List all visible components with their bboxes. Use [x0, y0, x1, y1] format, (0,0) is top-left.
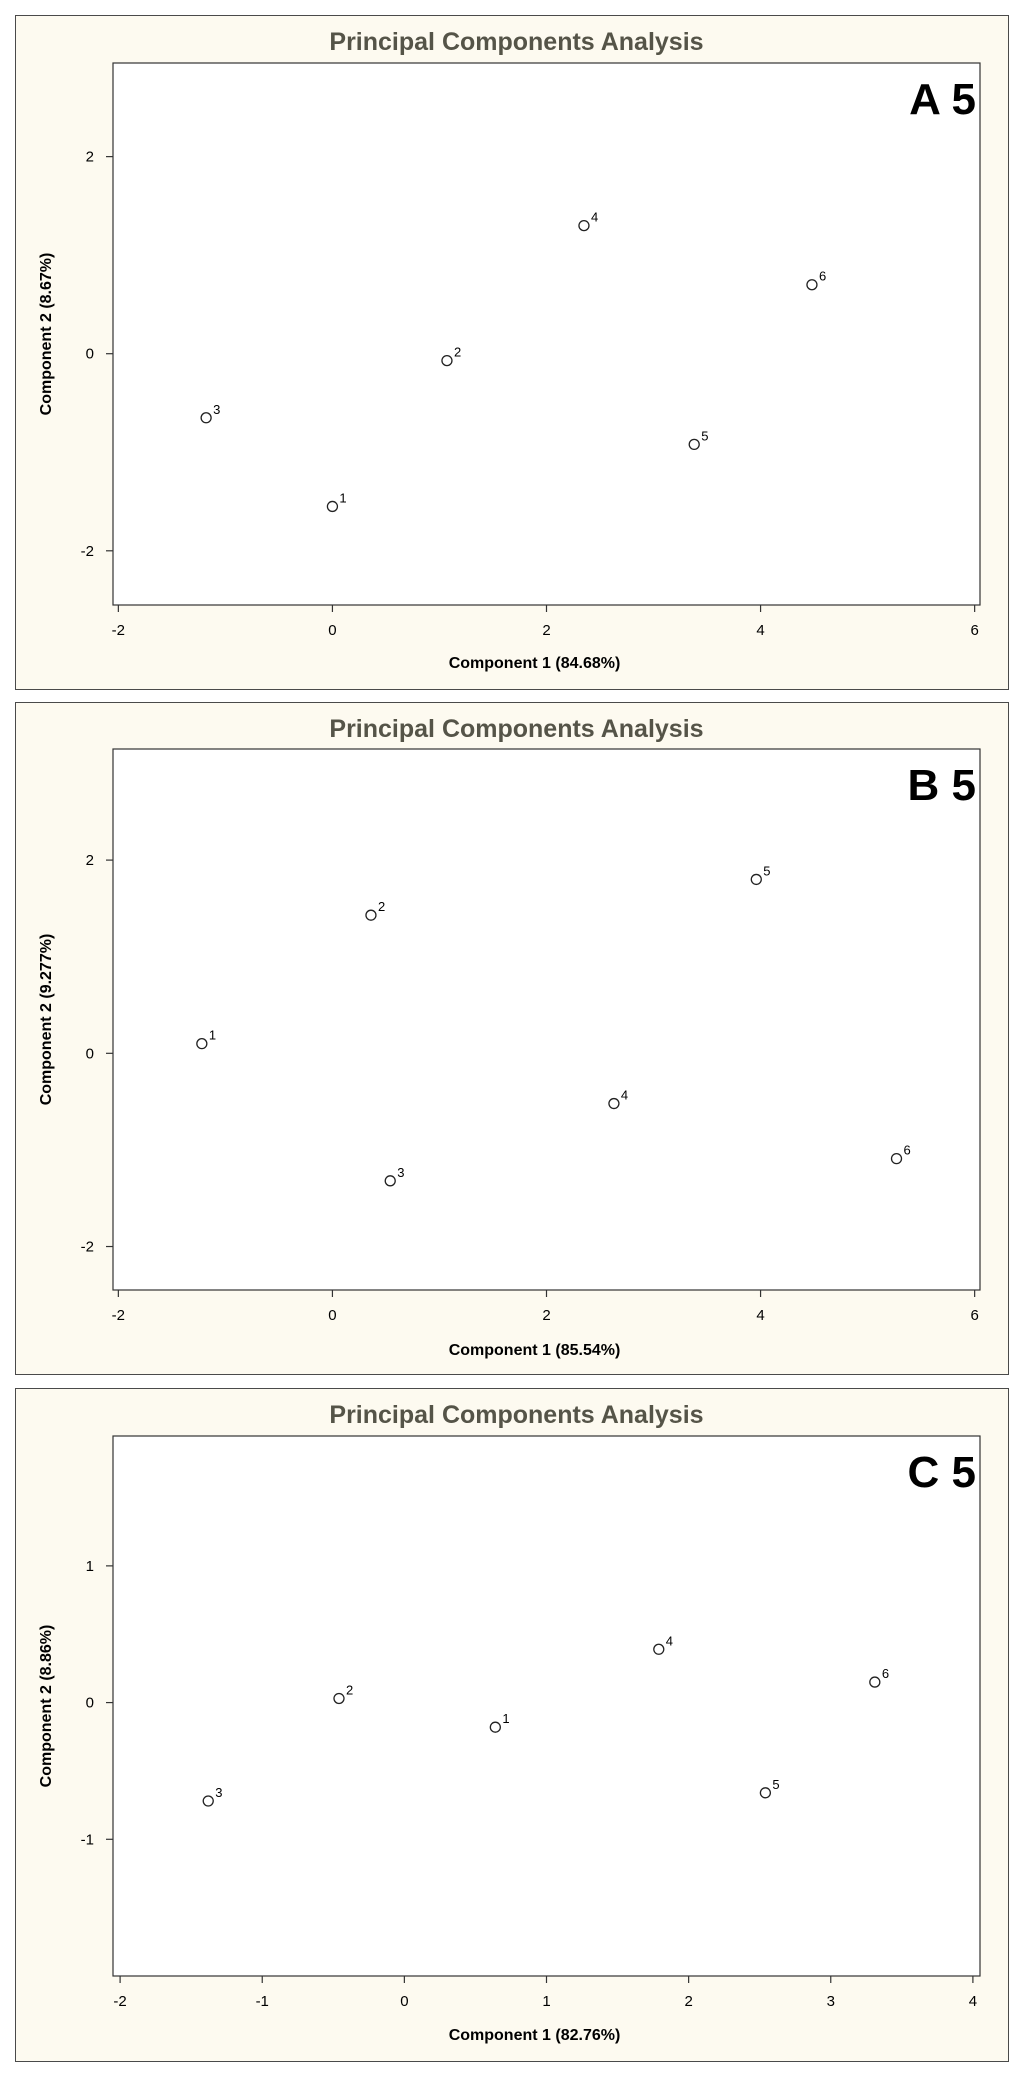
- y-axis-label-c: Component 2 (8.86%): [38, 1624, 55, 1788]
- x-tick-label: 3: [826, 1993, 835, 2010]
- y-tick-label: -2: [80, 1238, 94, 1256]
- x-tick-label: 1: [542, 1993, 551, 2010]
- point-label: 1: [339, 490, 347, 506]
- point-label: 4: [620, 1087, 629, 1103]
- point-label: 3: [215, 1785, 223, 1801]
- point-label: 4: [590, 209, 599, 225]
- chart-svg-a: [16, 16, 1010, 691]
- x-tick-label: 6: [970, 622, 979, 639]
- x-tick-label: -2: [111, 622, 126, 639]
- y-tick-label: -2: [80, 542, 94, 560]
- x-axis-label-a: Component 1 (84.68%): [448, 655, 621, 672]
- x-tick-label: 2: [542, 1307, 551, 1324]
- x-tick-label: -1: [255, 1993, 269, 2010]
- point-label: 5: [772, 1776, 780, 1792]
- x-tick-label: 6: [970, 1307, 979, 1324]
- x-tick-label: 0: [328, 622, 337, 639]
- point-label: 1: [208, 1027, 217, 1043]
- y-tick-label: -1: [80, 1831, 94, 1849]
- point-label: 5: [763, 863, 771, 879]
- y-tick-label: 0: [85, 1694, 94, 1712]
- y-tick-label: 0: [85, 1045, 94, 1063]
- y-axis-label-a: Component 2 (8.67%): [38, 252, 55, 416]
- x-tick-label: 2: [684, 1993, 693, 2010]
- panel-tag-c: C 5: [907, 1448, 976, 1497]
- x-tick-label: 0: [328, 1307, 337, 1324]
- y-tick-label: 0: [85, 345, 94, 363]
- x-tick-label: 4: [756, 1307, 765, 1324]
- x-tick-label: 4: [756, 622, 765, 639]
- point-label: 6: [818, 268, 827, 284]
- x-tick-label: -2: [111, 1307, 126, 1324]
- point-label: 3: [397, 1164, 405, 1180]
- point-label: 1: [502, 1711, 510, 1727]
- panel-tag-a: A 5: [909, 75, 976, 124]
- x-axis-label-c: Component 1 (82.76%): [448, 2027, 621, 2044]
- chart-title-b: Principal Components Analysis: [329, 715, 704, 743]
- chart-title-a: Principal Components Analysis: [329, 28, 704, 56]
- point-label: 2: [377, 899, 386, 915]
- chart-panel-b: [15, 702, 1009, 1375]
- plot-area-c: [113, 1436, 980, 1976]
- plot-area-b: [113, 749, 980, 1290]
- point-label: 2: [453, 344, 462, 360]
- y-tick-label: 1: [85, 1557, 94, 1575]
- x-tick-label: 0: [400, 1993, 409, 2010]
- chart-svg-c: [16, 1389, 1010, 2063]
- point-label: 6: [881, 1666, 890, 1682]
- x-tick-label: 4: [968, 1993, 978, 2010]
- chart-svg-b: [16, 703, 1010, 1376]
- panel-tag-b: B 5: [907, 761, 976, 810]
- chart-title-c: Principal Components Analysis: [329, 1401, 704, 1429]
- chart-panel-c: [15, 1388, 1009, 2062]
- x-tick-label: -2: [113, 1993, 127, 2010]
- point-label: 5: [701, 428, 709, 444]
- chart-panel-a: [15, 15, 1009, 690]
- x-axis-label-b: Component 1 (85.54%): [448, 1342, 621, 1359]
- plot-area-a: [113, 63, 980, 605]
- point-label: 6: [903, 1142, 911, 1158]
- y-tick-label: 2: [85, 852, 94, 870]
- y-axis-label-b: Component 2 (9.277%): [38, 933, 55, 1106]
- x-tick-label: 2: [542, 622, 551, 639]
- point-label: 2: [345, 1682, 354, 1698]
- y-tick-label: 2: [85, 148, 94, 166]
- point-label: 3: [213, 401, 221, 417]
- point-label: 4: [665, 1633, 674, 1649]
